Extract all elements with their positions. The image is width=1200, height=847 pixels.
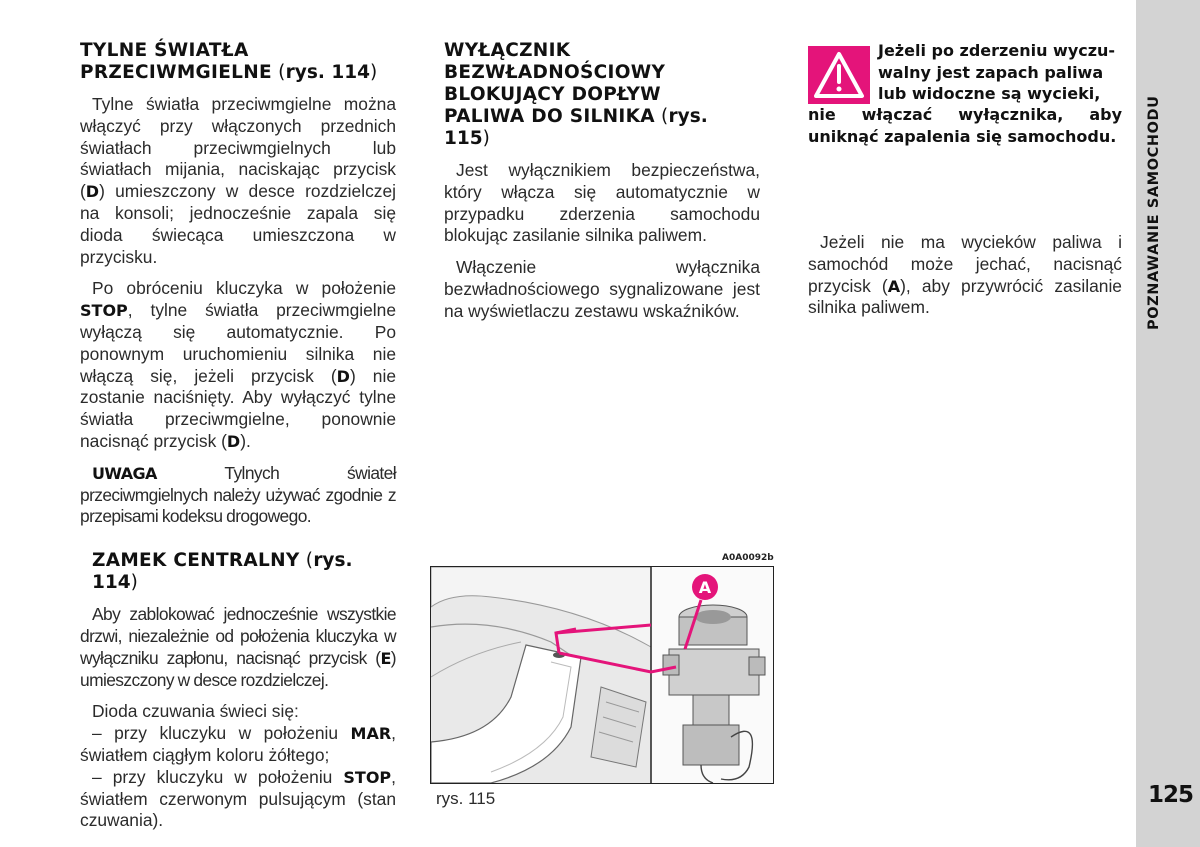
paragraph: Po obróceniu kluczyka w położenie STOP, tylne światła przeciwmgielne wyłączą się automatycznie. Po ponownym uruchomieniu silnika nie włączą się, jeżeli przycisk (D) nie zostanie naciśnięty. Aby wyłączyć tylne światła przeciwmgielne, ponownie nacisnąć przycisk (D). <box>80 278 396 451</box>
paragraph: Włączenie wyłącznika bezwładnościowego sygnalizowane jest na wyświetlaczu zestawu wskaźników. <box>444 257 760 321</box>
paragraph: Tylne światła przeciwmgielne można włączyć przy włączonych przednich światłach przeciwmgielnych lub światłach mijania, naciskając przycisk (D) umieszczony w desce rozdzielczej na konsoli; jednocześnie zapala się dioda świecąca umieszczona w przycisku. <box>80 94 396 267</box>
paragraph: Jeżeli nie ma wycieków paliwa i samochód może jechać, nacisnąć przycisk (A), aby przywrócić zasilanie silnika paliwem. <box>808 232 1122 318</box>
column-1 <box>80 40 396 832</box>
paragraph: Dioda czuwania świeci się: <box>92 701 299 722</box>
figure-caption: rys. 115 <box>436 789 496 808</box>
paragraph: Aby zablokować jednocześnie wszystkie drzwi, niezależnie od położenia kluczyka w wyłączniku zapłonu, nacisnąć przycisk (E) umieszczony w desce rozdzielczej. <box>80 604 396 690</box>
warning-text-continued: nie włączać wyłącznika, aby uniknąć zapalenia się samochodu. <box>808 105 1122 146</box>
paragraph: Jest wyłącznikiem bezpieczeństwa, który włącza się automatycznie w przypadku zderzenia samochodu blokując zasilanie silnika paliwem. <box>444 160 760 246</box>
paragraph-note: UWAGA Tylnych świateł przeciwmgielnych należy używać zgodnie z przepisami kodeksu drogowego. <box>80 462 396 527</box>
figure-illustration <box>431 567 773 783</box>
list-item: – przy kluczyku w położeniu STOP, światłem czerwonym pulsującym (stan czuwania). <box>80 766 396 831</box>
page-number: 125 <box>1148 782 1194 808</box>
side-heading: POZNAWANIE SAMOCHODU <box>1146 95 1162 330</box>
warning-icon <box>808 46 870 104</box>
column-3 <box>808 40 1122 319</box>
figure-label-a: A <box>698 578 712 597</box>
figure-inertia-switch <box>430 566 774 784</box>
figure-code: A0A0092b <box>722 553 774 563</box>
warning-block <box>808 40 1122 104</box>
list-item: – przy kluczyku w położeniu MAR, światłem ciągłym koloru żółtego; <box>80 723 396 765</box>
column-2 <box>444 40 760 323</box>
warning-text: Jeżeli po zderzeniu wyczu- walny jest zapach paliwa lub widoczne są wycieki, <box>878 41 1116 103</box>
section-title-central-lock: ZAMEK CENTRALNY (rys. 114) <box>92 550 353 594</box>
section-title-fog-lights: TYLNE ŚWIATŁA PRZECIWMGIELNE (rys. 114) <box>80 40 378 83</box>
section-title-inertia-switch: WYŁĄCZNIK BEZWŁADNOŚCIOWY BLOKUJĄCY DOPŁYW PALIWA DO SILNIKA (rys. 115) <box>444 40 708 149</box>
